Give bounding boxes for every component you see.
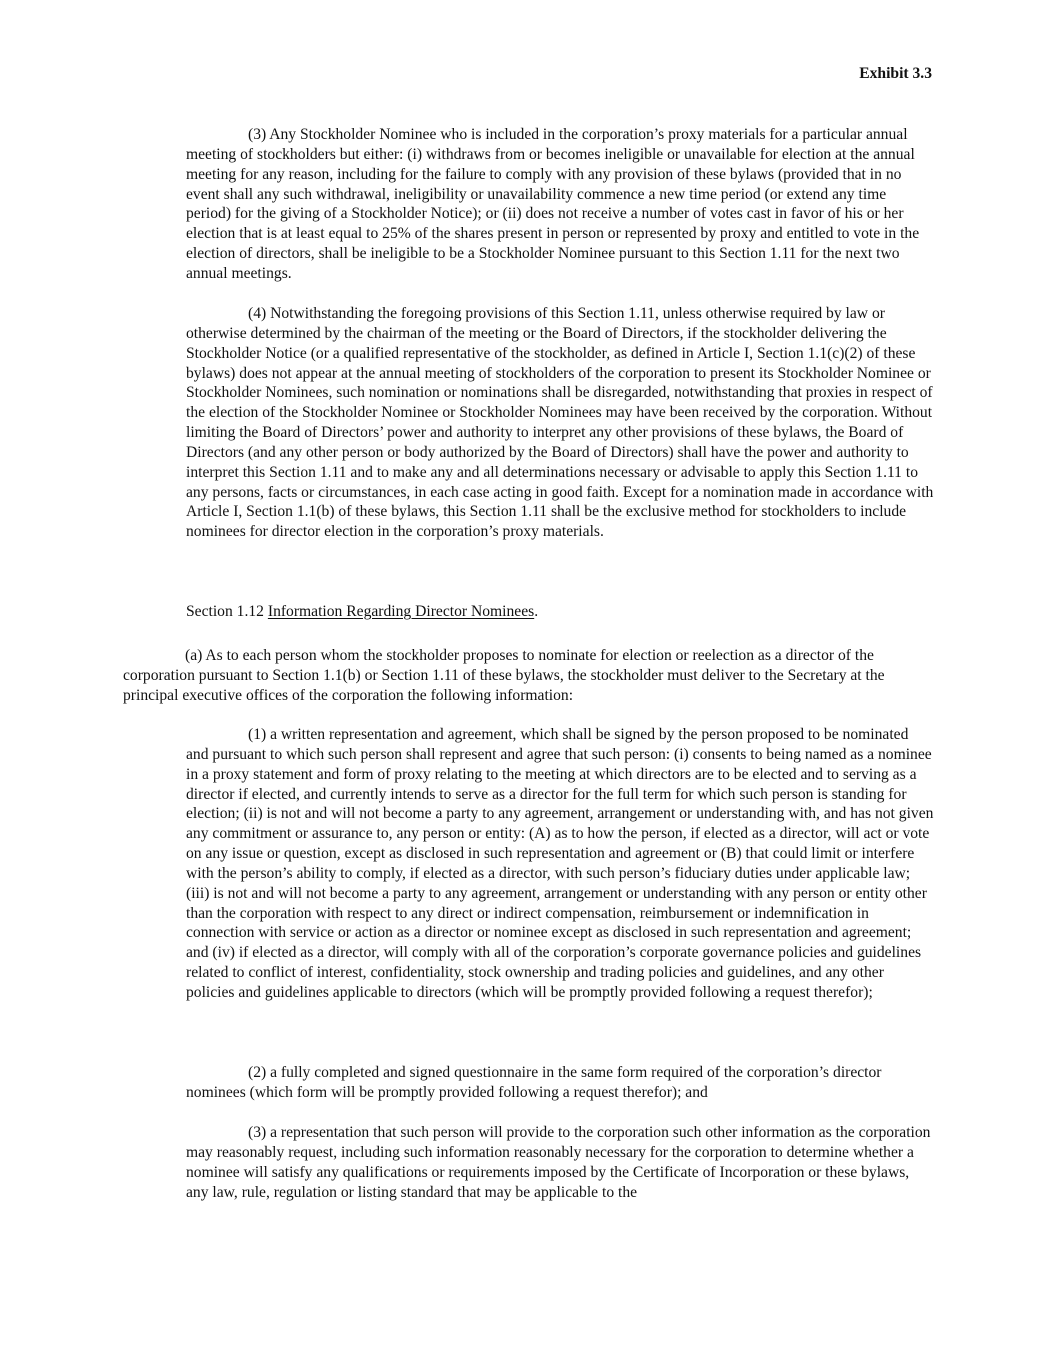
paragraph-1-12-a: (a) As to each person whom the stockholder proposes to nominate for election or reelection as a director of the corporation pursuant to Section 1.1(b) or Section 1.11 of these bylaws, the stockholder must deliver to the Secretary at the principal executive offices of the corporation the following information: <box>123 647 885 704</box>
paragraph-1-12-a-1: (1) a written representation and agreement, which shall be signed by the person proposed to be nominated and pursuant to which such person shall represent and agree that such person: (i) consents to being named as a nominee in a proxy statement and form of proxy relating to the meeting at which directors are to be elected and to serving as a director if elected, and currently intends to serve as a director for the full term for which such person is standing for election; (ii) is not and will not become a party to any agreement, arrangement or understanding with, and has not given any commitment or assurance to, any person or entity: (A) as to how the person, if elected as a director, will act or vote on any issue or question, except as disclosed in such representation and agreement or (B) that could limit or interfere with the person’s ability to comply, if elected as a director, with such person’s fiduciary duties under applicable law; (iii) is not and will not become a party to any agreement, arrangement or understanding with any person or entity other than the corporation with respect to any direct or indirect compensation, reimbursement or indemnification in connection with service or action as a director or nominee except as disclosed in such representation and agreement; and (iv) if elected as a director, will comply with all of the corporation’s corporate governance policies and guidelines related to conflict of interest, confidentiality, stock ownership and trading policies and guidelines, and any other policies and guidelines applicable to directors (which will be promptly provided following a request therefor); <box>186 726 934 1001</box>
paragraph-1-11-3: (3) Any Stockholder Nominee who is included in the corporation’s proxy materials for a particular annual meeting of stockholders but either: (i) withdraws from or becomes ineligible or unavailable for election at the annual meeting for any reason, including for the failure to comply with any provision of these bylaws (provided that in no event shall any such withdrawal, ineligibility or unavailability commence a new time period (or extend any time period) for the giving of a Stockholder Notice); or (ii) does not receive a number of votes cast in favor of his or her election that is at least equal to 25% of the shares present in person or represented by proxy and entitled to vote in the election of directors, shall be ineligible to be a Stockholder Nominee pursuant to this Section 1.11 for the next two annual meetings. <box>186 126 920 282</box>
section-title: Information Regarding Director Nominees <box>267 603 535 620</box>
section-title-period: . <box>534 603 539 620</box>
section-heading-1-12 <box>186 602 934 622</box>
paragraph-1-12-a-2: (2) a fully completed and signed questionnaire in the same form required of the corporation’s director nominees (which form will be promptly provided following a request therefor); and <box>186 1064 882 1101</box>
exhibit-label: Exhibit 3.3 <box>859 65 932 82</box>
paragraph-1-11-4: (4) Notwithstanding the foregoing provisions of this Section 1.11, unless otherwise required by law or otherwise determined by the chairman of the meeting or the Board of Directors, if the stockholder delivering the Stockholder Notice (or a qualified representative of the stockholder, as defined in Article I, Section 1.1(c)(2) of these bylaws) does not appear at the annual meeting of stockholders of the corporation to present its Stockholder Nominee or Stockholder Nominees, such nomination or nominations shall be disregarded, notwithstanding that proxies in respect of the election of the Stockholder Nominee or Stockholder Nominees may have been received by the corporation. Without limiting the Board of Directors’ power and authority to interpret any other provisions of these bylaws, the Board of Directors (and any other person or body authorized by the Board of Directors) shall have the power and authority to interpret this Section 1.11 and to make any and all determinations necessary or advisable to apply this Section 1.11 to any persons, facts or circumstances, in each case acting in good faith. Except for a nomination made in accordance with Article I, Section 1.1(b) of these bylaws, this Section 1.11 shall be the exclusive method for stockholders to include nominees for director election in the corporation’s proxy materials. <box>186 305 934 541</box>
paragraph-1-12-a-3: (3) a representation that such person will provide to the corporation such other information as the corporation may reasonably request, including such information reasonably necessary for the corporation to determine whether a nominee will satisfy any qualifications or requirements imposed by the Certificate of Incorporation or these bylaws, any law, rule, regulation or listing standard that may be applicable to the <box>186 1124 931 1201</box>
section-number: Section 1.12 <box>186 603 268 620</box>
